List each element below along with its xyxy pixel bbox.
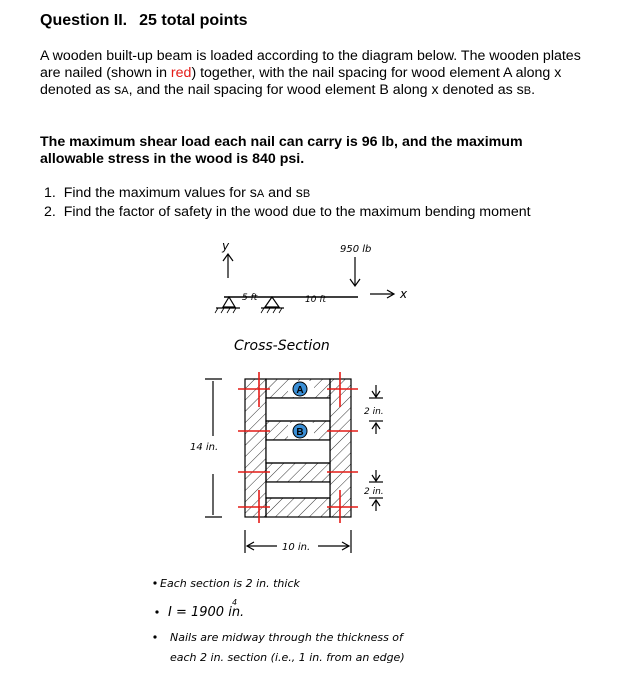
bottom-plate-dim-label: 2 in. [364, 487, 384, 497]
desc-text-4: . [531, 82, 536, 98]
task-item: 1. Find the maximum values for sA and sB [43, 185, 311, 201]
desc-sub-b: B [523, 85, 532, 97]
desc-text-1: A wooden built-up beam is loaded according to the diagram below. The wooden plates are nailed (shown in [40, 48, 581, 81]
height-label: 14 in. [190, 442, 219, 453]
label-b-marker [288, 423, 314, 439]
load-label: 950 lb [340, 244, 372, 255]
note-inertia-exponent: 4 [232, 598, 238, 607]
left-vertical-plate [245, 379, 266, 517]
top-plate-dim-label: 2 in. [364, 407, 384, 417]
plate-c [266, 463, 330, 482]
note-nails-line2: each 2 in. section (i.e., 1 in. from an edge) [170, 651, 405, 664]
note-nails-line1: Nails are midway through the thickness of [170, 631, 403, 644]
cross-section-drawing [245, 379, 351, 517]
note-thickness: Each section is 2 in. thick [160, 577, 300, 590]
bullet [153, 581, 156, 584]
question-points: 25 total points [139, 12, 248, 29]
label-a-marker [288, 381, 314, 397]
x-axis-label: x [400, 287, 408, 301]
desc-text-2: ) together, with the nail spacing for wood element A along x denoted as s [40, 65, 562, 98]
desc-red-word: red [170, 65, 192, 81]
bullet [153, 635, 156, 638]
problem-constraints: The maximum shear load each nail can carry is 96 lb, and the maximum allowable stress in the wood is 840 psi. [40, 134, 523, 167]
note-inertia: I = 1900 in. [168, 605, 245, 620]
desc-text-3: , and the nail spacing for wood element B along x denoted as s [128, 82, 524, 98]
span2-label: 10 ft [305, 295, 327, 305]
desc-sub-a: A [121, 85, 129, 97]
span1-label: 5 ft [242, 293, 258, 303]
label-b: B [296, 427, 304, 438]
y-axis-label: y [222, 239, 230, 253]
cross-section-title: Cross-Section [234, 338, 330, 354]
notes [153, 577, 405, 664]
question-number: Question II. [40, 12, 128, 29]
mid-pin-support [265, 297, 279, 307]
left-pin-support [223, 297, 235, 307]
task-item: 2. Find the factor of safety in the wood due to the maximum bending moment [43, 204, 531, 220]
bullet [155, 610, 158, 613]
width-label: 10 in. [282, 542, 311, 553]
label-a: A [296, 385, 304, 396]
plate-d [266, 498, 330, 517]
